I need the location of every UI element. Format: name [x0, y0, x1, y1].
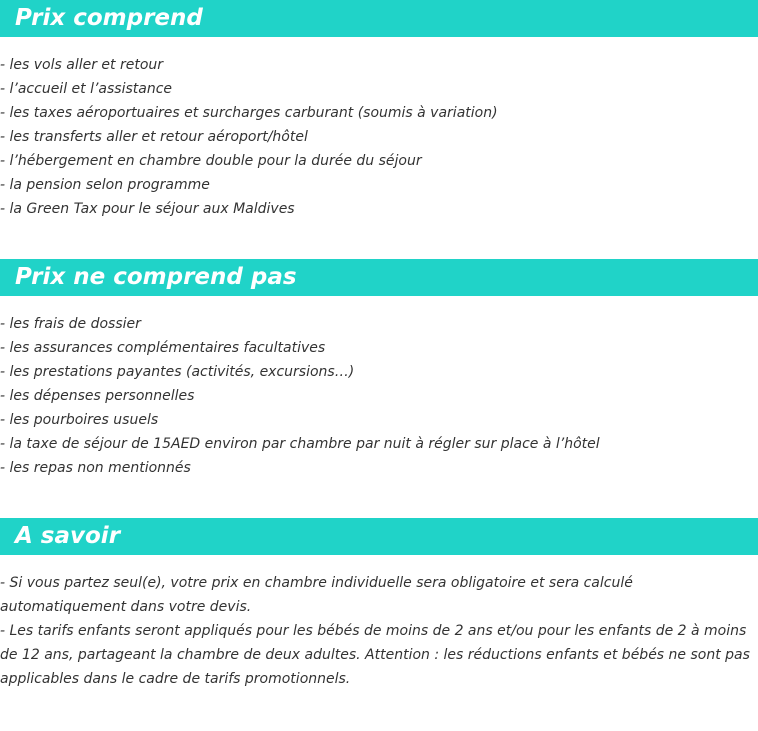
list-item: - les transferts aller et retour aéroport/hôtel [0, 129, 308, 145]
section-price-excludes [0, 259, 758, 480]
list-item: - la Green Tax pour le séjour aux Maldives [0, 201, 295, 217]
list-item: - les repas non mentionnés [0, 460, 191, 476]
list-item: - les assurances complémentaires facultatives [0, 340, 326, 356]
info-paragraph: - Les tarifs enfants seront appliqués pour les bébés de moins de 2 ans et/ou pour les enfants de 2 à moins de 12 ans, partageant la chambre de deux adultes. Attention : les réductions enfants et bébés ne sont pas applicables dans le cadre de tarifs promotionnels. [0, 623, 750, 687]
good-to-know-list [0, 555, 758, 691]
list-item: - l’hébergement en chambre double pour la durée du séjour [0, 153, 422, 169]
list-item: - les taxes aéroportuaires et surcharges carburant (soumis à variation) [0, 105, 498, 121]
section-title-good-to-know: A savoir [0, 518, 758, 555]
list-item: - les vols aller et retour [0, 57, 164, 73]
list-item: - les dépenses personnelles [0, 388, 195, 404]
info-paragraph: - Si vous partez seul(e), votre prix en chambre individuelle sera obligatoire et sera calculé automatiquement dans votre devis. [0, 575, 633, 615]
price-excludes-list [0, 296, 758, 480]
section-title-price-includes: Prix comprend [0, 0, 758, 37]
list-item: - les prestations payantes (activités, excursions…) [0, 364, 355, 380]
section-price-includes [0, 0, 758, 221]
section-title-price-excludes: Prix ne comprend pas [0, 259, 758, 296]
price-includes-list [0, 37, 758, 221]
list-item: - les pourboires usuels [0, 412, 159, 428]
list-item: - l’accueil et l’assistance [0, 81, 173, 97]
list-item: - la pension selon programme [0, 177, 210, 193]
list-item: - la taxe de séjour de 15AED environ par chambre par nuit à régler sur place à l’hôtel [0, 436, 600, 452]
list-item: - les frais de dossier [0, 316, 141, 332]
section-good-to-know [0, 518, 758, 691]
